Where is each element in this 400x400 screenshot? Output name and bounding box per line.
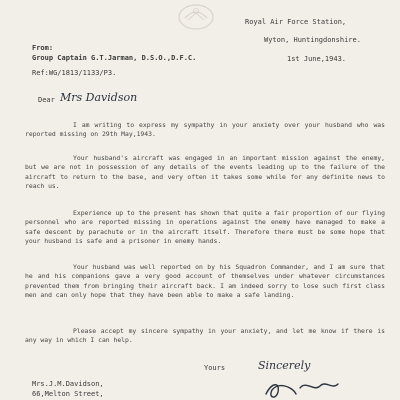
- reference-number: Ref:WG/1813/1133/P3.: [32, 69, 117, 77]
- address-line-2: 66,Melton Street,: [32, 390, 104, 398]
- station-location: Wyton, Huntingdonshire.: [264, 36, 361, 44]
- recipient-name-handwritten: Mrs Davidson: [60, 91, 138, 104]
- paragraph-3: Experience up to the present has shown that quite a fair proportion of our flying personnel who are reported missing in operations against the enemy have managed to make a safe descent by parachute or in the aircraft itself. Therefore there must be some hope that your husband is safe and a prisoner in enemy hands.: [25, 209, 385, 246]
- station-name: Royal Air Force Station,: [245, 18, 347, 26]
- paragraph-4: Your husband was well reported on by his Squadron Commander, and I am sure that he and his companions gave a very good account of themselves under whatever circumstances prevented them from bringing their aircraft back. I am indeed sorry to lose such first class men and can only hope that they have been able to make a safe landing.: [25, 263, 385, 300]
- closing-yours: Yours: [204, 364, 226, 372]
- paragraph-2: Your husband's aircraft was engaged in an important mission against the enemy, but we are not in possession of any details of the events leading up to the failure of the aircraft to return to the base, and very often it takes some while for any definite news to reach us.: [25, 154, 385, 191]
- raf-crest-emblem: [176, 2, 216, 32]
- signature-mark: [262, 378, 342, 400]
- paragraph-5: Please accept my sincere sympathy in your anxiety, and let me know if there is any way in which I can help.: [25, 327, 385, 345]
- address-line-1: Mrs.J.M.Davidson,: [32, 380, 104, 388]
- salutation-dear: Dear: [38, 96, 55, 104]
- from-label: From:: [32, 44, 54, 52]
- letter-date: 1st June,1943.: [287, 55, 347, 63]
- closing-sincerely-handwritten: Sincerely: [258, 359, 311, 372]
- paragraph-1: I am writing to express my sympathy in your anxiety over your husband who was reported missing on 29th May,1943.: [25, 121, 385, 139]
- sender-name: Group Captain G.T.Jarman, D.S.O.,D.F.C.: [32, 54, 197, 62]
